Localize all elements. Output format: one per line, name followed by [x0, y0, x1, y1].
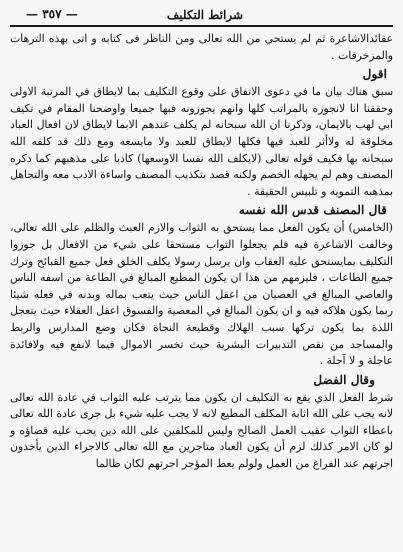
paragraph-author-response: سبق هناك بيان ما في دعوى الاتفاق على وقوع التكليف بما لايطاق في المرتبة الاولى وحققنا انا لانجوزه بالمراتب كلها وانهم يجوزونه فبها جميعا واوضحنا المقام في تكيف ابي لهب بالايمان، وذكرنا ان الله سبحانه لم يكلف عندهم الابما لايطاق لان افعال العباد مخلوقة له ولاأثر للعبد فيها فكلها لايطاق للعبد ولا مايسعه ومع ذلك قد كلفه الله سبحانه بها فكيف قوله تعالى (لايكلف الله نفسا الاوسعها) كاذبا على مذهبهم كما ذكره المصنف وهم لم يجهله الخصم ولكنه قصد بتكذيب المصنف واساءة الادب معه والتجاهل بمذهبه التمويه و تلبيس الحقيقة .: [10, 85, 393, 198]
section-heading-musannif: قال المصنف قدس الله نفسه: [238, 203, 387, 218]
section-heading-aqulu: اقول: [362, 67, 387, 82]
paragraph-continuation: عقائدالاشاعرة ثم لم يستحي من الله تعالى ومن الناظر فى كتابه و اتى بهذه الترهات والمزخرفات .: [10, 32, 393, 62]
page-number: — ٣٥٧ —: [26, 7, 78, 21]
page-header: [10, 6, 393, 24]
header-rule: [10, 25, 393, 27]
section-heading-fadl: وقال الفضل: [313, 372, 375, 387]
paragraph-fadl-reply: شرط الفعل الذي يقع به التكليف ان يكون مما يترتب عليه الثواب في عادة الله تعالى لانه يجب على الله اثابة المكلف المطيع لانه لا يجب عليه شيء بل جرى عادة الله تعالى باعطاء الثواب عقيب العمل الصالح وليس للمكلفين على الله دين يجب عليه قضاؤه و لو كان الامر كذلك لزم أن يكون العباد متاجرين مع الله تعالى كالاجراء الذين يأخذون اجرتهم عند الفراغ من العمل ولولم يعط المؤجر اجرتهم لكان ظالما: [10, 390, 393, 471]
running-title: شرائط التكليف: [166, 8, 243, 22]
page-body: [10, 31, 393, 473]
paragraph-fifth-condition: (الخامس) أن يكون الفعل مما يستحق به الثواب والازم العبث والظلم على الله تعالى، وخالفت الاشاعرة فيه فلم يجعلوا الثواب مستحقا على شيء من الافعال بل جوزوا التكليف بمايستحق عليه العقاب وان يرسل رسولا يكلف الخلق فعل جميع القبائح وترك جميع الطاعات ، فليزمهم من هذا ان يكون المطيع المبالغ في الطاعة من اسفه الناس والعاصي المبالغ في العصيان من اعقل الناس حيث يتعب بماله وبدنه في فعله شيئا ربما يكون هلاكه فيه و ان يكون المبالغ في المعصية والفسوق اعقل العقلاء حيث يتعجل اللذة بما يكون تركها سبب الهلاك وقطيعة النجاة فكان وضع المدارس والربط والمساجد من نقص التدبيرات البشرية حيث تخسر الاموال فيما لانفع فيه ولافائدة عاجلة و لا آجلة .: [10, 221, 393, 368]
